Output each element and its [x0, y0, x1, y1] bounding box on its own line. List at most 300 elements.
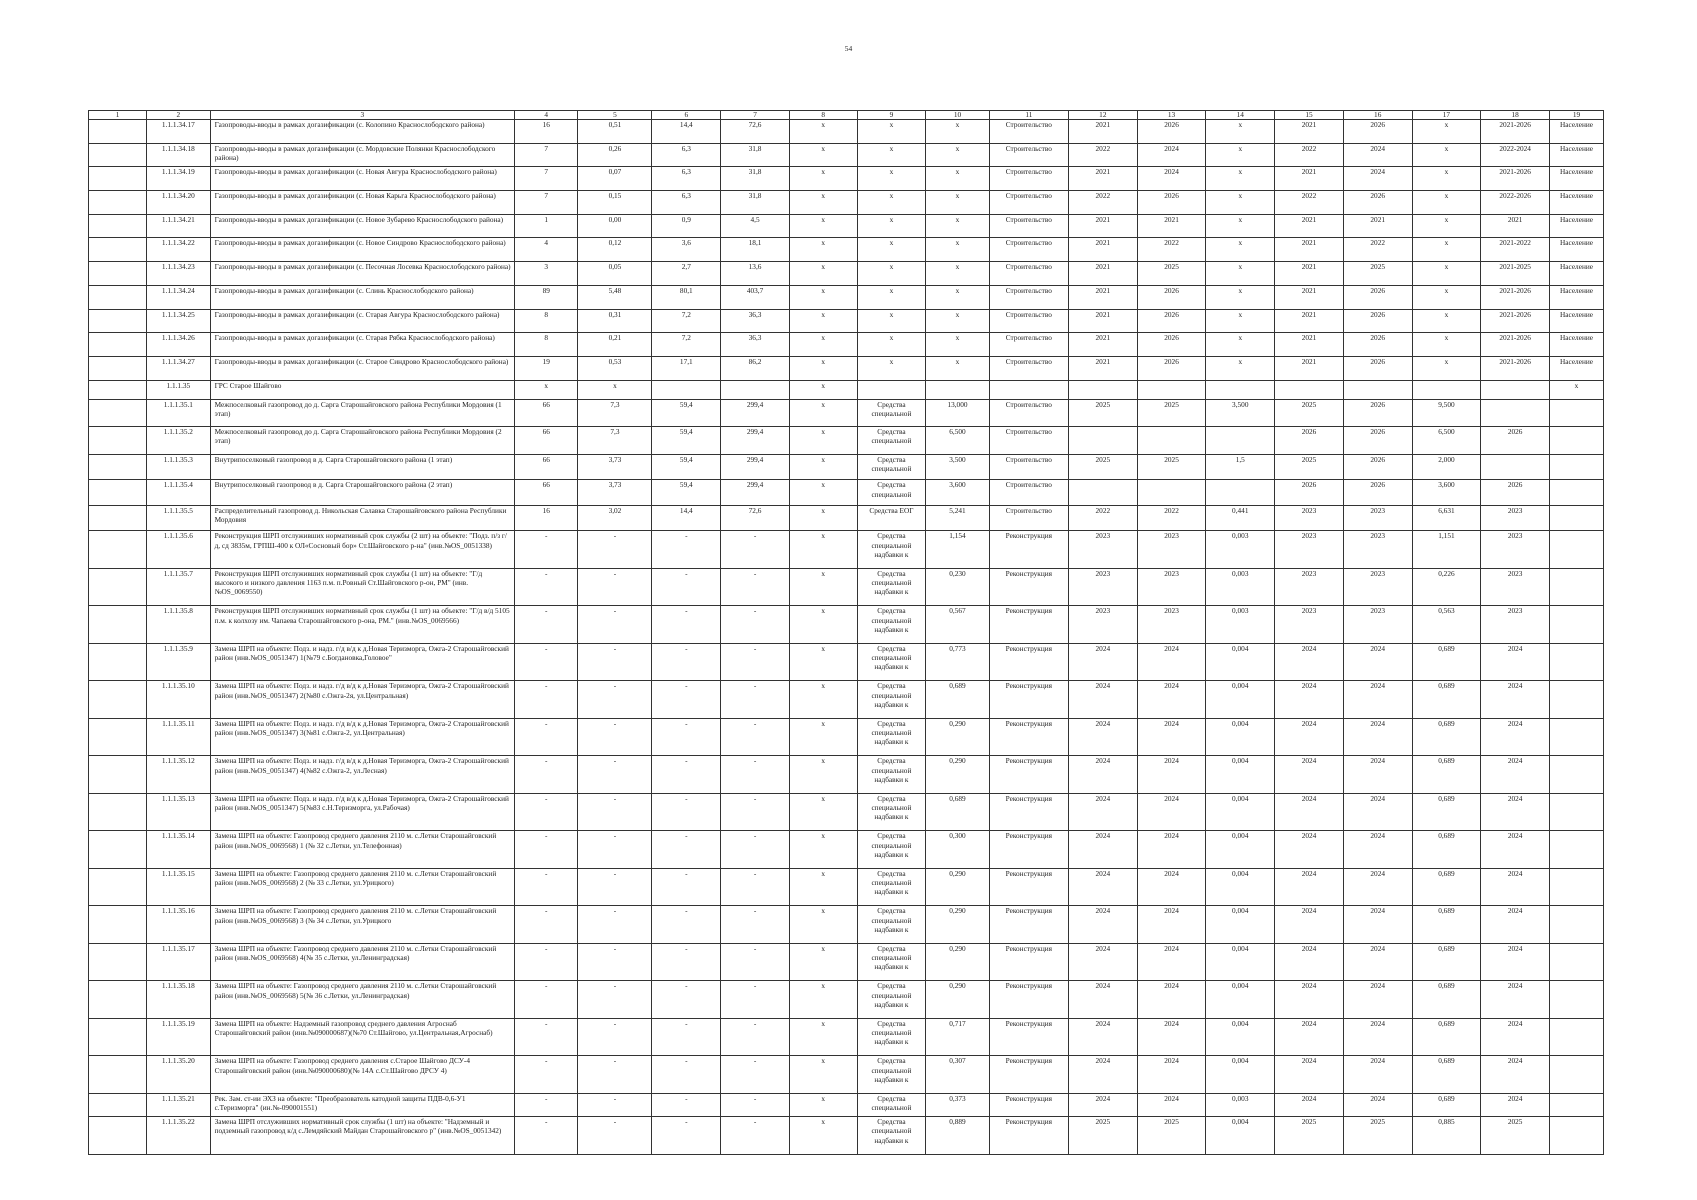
table-cell-col6: 2,7: [652, 262, 721, 286]
table-cell-col2: 1.1.1.35.5: [147, 505, 210, 531]
table-row: [89, 399, 1604, 427]
table-cell-col19: [1550, 1018, 1604, 1056]
table-cell-col17: 1,151: [1412, 531, 1481, 569]
table-cell-col10: 0,290: [926, 906, 989, 944]
table-cell-col6: -: [652, 868, 721, 906]
table-cell-col4: -: [515, 606, 578, 644]
table-row: [89, 1056, 1604, 1094]
table-cell-col11: Строительство: [989, 285, 1068, 309]
table-cell-col12: [1068, 427, 1137, 455]
table-cell-col1: [89, 1056, 147, 1094]
table-cell-col17: 0,689: [1412, 981, 1481, 1019]
table-cell-col4: 16: [515, 120, 578, 144]
table-cell-col14: [1206, 380, 1275, 399]
table-cell-col18: 2024: [1481, 906, 1550, 944]
table-cell-col8: х: [789, 1117, 857, 1155]
table-cell-col8: х: [789, 505, 857, 531]
table-cell-col16: 2023: [1343, 568, 1412, 606]
table-cell-col13: 2023: [1137, 531, 1206, 569]
table-cell-col15: 2023: [1275, 505, 1344, 531]
table-cell-col9: Средства специальной: [857, 454, 926, 480]
table-cell-col9: Средства специальной надбавки к: [857, 643, 926, 681]
table-cell-col5: 0,05: [578, 262, 652, 286]
table-cell-col6: 59,4: [652, 480, 721, 506]
table-cell-col8: х: [789, 943, 857, 981]
table-row: [89, 454, 1604, 480]
table-cell-col14: [1206, 480, 1275, 506]
table-cell-col19: [1550, 756, 1604, 794]
table-cell-col1: [89, 399, 147, 427]
table-cell-col15: 2021: [1275, 120, 1344, 144]
table-cell-col3: Замена ШРП отслуживших нормативный срок службы (1 шт) на объекте: "Надземный и подземный газопровод к/д с.Лемдяйский Майдан Старошайговского р" (инв.№OS_0051342): [210, 1117, 514, 1155]
table-cell-col19: Население: [1550, 143, 1604, 167]
table-cell-col6: 14,4: [652, 120, 721, 144]
table-cell-col15: 2021: [1275, 333, 1344, 357]
table-cell-col10: 1,154: [926, 531, 989, 569]
table-cell-col13: 2026: [1137, 333, 1206, 357]
column-header: 18: [1481, 111, 1550, 120]
table-cell-col14: 0,004: [1206, 1117, 1275, 1155]
table-cell-col18: 2021-2026: [1481, 356, 1550, 380]
table-cell-col16: 2024: [1343, 167, 1412, 191]
table-cell-col6: -: [652, 718, 721, 756]
table-cell-col10: 5,241: [926, 505, 989, 531]
table-cell-col2: 1.1.1.35.9: [147, 643, 210, 681]
table-cell-col19: [1550, 643, 1604, 681]
table-cell-col10: х: [926, 214, 989, 238]
table-cell-col18: 2024: [1481, 1056, 1550, 1094]
table-cell-col6: -: [652, 981, 721, 1019]
table-cell-col6: -: [652, 681, 721, 719]
table-cell-col7: 31,8: [721, 191, 790, 215]
table-cell-col15: 2024: [1275, 981, 1344, 1019]
table-cell-col1: [89, 643, 147, 681]
table-cell-col15: 2025: [1275, 1117, 1344, 1155]
table-cell-col4: -: [515, 1056, 578, 1094]
table-cell-col3: Газопроводы-вводы в рамках догазификации (с. Слинь Краснослободского района): [210, 285, 514, 309]
table-cell-col14: 0,004: [1206, 868, 1275, 906]
table-cell-col11: Строительство: [989, 333, 1068, 357]
table-cell-col9: Средства специальной надбавки к: [857, 531, 926, 569]
table-cell-col2: 1.1.1.34.26: [147, 333, 210, 357]
table-cell-col10: 0,290: [926, 718, 989, 756]
table-cell-col15: 2024: [1275, 831, 1344, 869]
table-cell-col18: 2024: [1481, 756, 1550, 794]
table-row: [89, 333, 1604, 357]
table-cell-col2: 1.1.1.35.7: [147, 568, 210, 606]
table-cell-col6: -: [652, 531, 721, 569]
table-cell-col12: 2023: [1068, 568, 1137, 606]
table-cell-col14: х: [1206, 120, 1275, 144]
table-cell-col6: [652, 380, 721, 399]
table-row: [89, 831, 1604, 869]
table-cell-col17: 6,631: [1412, 505, 1481, 531]
table-cell-col4: -: [515, 756, 578, 794]
table-cell-col3: Замена ШРП на объекте: Газопровод среднего давления 2110 м. с.Летки Старошайговский район (инв.№OS_0069568) 5(№ 36 с.Летки, ул.Ленинградская): [210, 981, 514, 1019]
table-cell-col17: 2,000: [1412, 454, 1481, 480]
table-cell-col16: 2024: [1343, 756, 1412, 794]
table-cell-col19: [1550, 606, 1604, 644]
table-cell-col12: 2025: [1068, 454, 1137, 480]
table-cell-col7: -: [721, 756, 790, 794]
table-row: [89, 167, 1604, 191]
table-cell-col6: -: [652, 943, 721, 981]
table-cell-col13: 2024: [1137, 868, 1206, 906]
data-table: [88, 110, 1604, 1155]
table-cell-col16: 2024: [1343, 868, 1412, 906]
table-row: [89, 380, 1604, 399]
table-cell-col19: Население: [1550, 191, 1604, 215]
table-cell-col19: [1550, 399, 1604, 427]
table-cell-col11: Реконструкция: [989, 1117, 1068, 1155]
table-row: [89, 285, 1604, 309]
table-cell-col7: -: [721, 531, 790, 569]
table-cell-col5: -: [578, 1056, 652, 1094]
table-cell-col14: 0,003: [1206, 568, 1275, 606]
table-cell-col13: [1137, 380, 1206, 399]
table-cell-col3: Газопроводы-вводы в рамках догазификации (с. Новое Зубарево Краснослободского района): [210, 214, 514, 238]
table-cell-col4: 8: [515, 333, 578, 357]
table-row: [89, 120, 1604, 144]
table-cell-col2: 1.1.1.35.14: [147, 831, 210, 869]
table-cell-col18: [1481, 399, 1550, 427]
table-cell-col2: 1.1.1.35.22: [147, 1117, 210, 1155]
table-row: [89, 191, 1604, 215]
table-cell-col8: х: [789, 214, 857, 238]
table-cell-col15: [1275, 380, 1344, 399]
table-cell-col14: х: [1206, 191, 1275, 215]
table-cell-col13: 2024: [1137, 167, 1206, 191]
table-cell-col1: [89, 981, 147, 1019]
table-cell-col6: -: [652, 568, 721, 606]
table-cell-col13: 2026: [1137, 191, 1206, 215]
table-cell-col8: х: [789, 356, 857, 380]
table-cell-col18: 2024: [1481, 1018, 1550, 1056]
table-cell-col19: Население: [1550, 120, 1604, 144]
table-cell-col17: 0,689: [1412, 718, 1481, 756]
table-cell-col11: Реконструкция: [989, 643, 1068, 681]
table-cell-col9: Средства специальной надбавки к: [857, 568, 926, 606]
table-cell-col7: -: [721, 1018, 790, 1056]
table-cell-col12: 2021: [1068, 167, 1137, 191]
table-cell-col5: 0,31: [578, 309, 652, 333]
table-cell-col10: 0,300: [926, 831, 989, 869]
table-cell-col12: 2024: [1068, 793, 1137, 831]
table-cell-col18: 2024: [1481, 681, 1550, 719]
table-cell-col11: Строительство: [989, 262, 1068, 286]
table-cell-col9: Средства ЕОГ: [857, 505, 926, 531]
table-cell-col6: 6,3: [652, 167, 721, 191]
column-header: 8: [789, 111, 857, 120]
table-cell-col15: 2024: [1275, 1018, 1344, 1056]
table-row: [89, 143, 1604, 167]
table-cell-col19: [1550, 454, 1604, 480]
table-cell-col5: 0,12: [578, 238, 652, 262]
table-cell-col7: -: [721, 1117, 790, 1155]
table-cell-col1: [89, 356, 147, 380]
table-cell-col16: 2024: [1343, 681, 1412, 719]
table-cell-col7: 72,6: [721, 505, 790, 531]
table-cell-col12: 2022: [1068, 143, 1137, 167]
table-cell-col13: 2026: [1137, 309, 1206, 333]
table-cell-col4: 8: [515, 309, 578, 333]
table-cell-col16: 2026: [1343, 427, 1412, 455]
table-row: [89, 309, 1604, 333]
table-cell-col17: х: [1412, 167, 1481, 191]
table-cell-col11: Реконструкция: [989, 756, 1068, 794]
table-cell-col9: Средства специальной надбавки к: [857, 981, 926, 1019]
table-cell-col9: Средства специальной: [857, 480, 926, 506]
table-cell-col6: -: [652, 1093, 721, 1116]
table-cell-col1: [89, 793, 147, 831]
table-cell-col8: х: [789, 167, 857, 191]
table-cell-col5: -: [578, 1093, 652, 1116]
table-cell-col19: [1550, 793, 1604, 831]
table-cell-col18: 2024: [1481, 981, 1550, 1019]
table-cell-col16: 2026: [1343, 191, 1412, 215]
table-cell-col3: Замена ШРП на объекте: Газопровод среднего давления с.Старое Шайгово ДСУ-4 Старошайговский район (инв.№090000680)(№ 14А с.Ст.Шайгово ДРСУ 4): [210, 1056, 514, 1094]
table-cell-col4: -: [515, 531, 578, 569]
table-cell-col15: 2021: [1275, 309, 1344, 333]
column-header: 1: [89, 111, 147, 120]
table-cell-col7: -: [721, 681, 790, 719]
table-cell-col16: 2026: [1343, 333, 1412, 357]
table-cell-col8: х: [789, 606, 857, 644]
table-cell-col19: [1550, 681, 1604, 719]
table-cell-col18: 2024: [1481, 943, 1550, 981]
table-cell-col4: 7: [515, 143, 578, 167]
table-cell-col3: Газопроводы-вводы в рамках догазификации (с. Старая Авгура Краснослободского района): [210, 309, 514, 333]
table-cell-col4: -: [515, 718, 578, 756]
table-cell-col16: 2023: [1343, 531, 1412, 569]
table-cell-col11: Реконструкция: [989, 981, 1068, 1019]
table-cell-col10: 3,600: [926, 480, 989, 506]
table-cell-col6: 6,3: [652, 143, 721, 167]
table-cell-col13: 2024: [1137, 643, 1206, 681]
table-cell-col4: 89: [515, 285, 578, 309]
table-cell-col13: 2024: [1137, 718, 1206, 756]
table-body: [89, 120, 1604, 1155]
table-cell-col13: 2025: [1137, 1117, 1206, 1155]
table-cell-col11: Реконструкция: [989, 606, 1068, 644]
table-cell-col14: 0,004: [1206, 681, 1275, 719]
table-cell-col15: 2021: [1275, 356, 1344, 380]
table-cell-col9: Средства специальной надбавки к: [857, 793, 926, 831]
table-cell-col17: 0,226: [1412, 568, 1481, 606]
table-cell-col9: х: [857, 214, 926, 238]
table-cell-col7: [721, 380, 790, 399]
table-cell-col8: х: [789, 981, 857, 1019]
table-cell-col10: х: [926, 120, 989, 144]
table-cell-col14: х: [1206, 356, 1275, 380]
table-cell-col2: 1.1.1.35.20: [147, 1056, 210, 1094]
table-cell-col13: 2024: [1137, 143, 1206, 167]
table-row: [89, 505, 1604, 531]
table-cell-col3: Замена ШРП на объекте: Подз. и надз. г/д в/д к д.Новая Теризморга, Ожга-2 Старошайговский район (инв.№OS_0051347) 3(№81 с.Ожга-2, ул.Центральная): [210, 718, 514, 756]
table-cell-col6: -: [652, 643, 721, 681]
table-cell-col19: [1550, 1117, 1604, 1155]
table-cell-col5: -: [578, 1117, 652, 1155]
table-cell-col10: 0,290: [926, 868, 989, 906]
table-cell-col8: х: [789, 906, 857, 944]
table-cell-col4: -: [515, 868, 578, 906]
table-cell-col10: 0,717: [926, 1018, 989, 1056]
table-cell-col10: 0,889: [926, 1117, 989, 1155]
table-cell-col13: 2022: [1137, 238, 1206, 262]
table-cell-col17: 0,689: [1412, 868, 1481, 906]
column-header: 3: [210, 111, 514, 120]
table-cell-col11: [989, 380, 1068, 399]
table-cell-col9: Средства специальной: [857, 399, 926, 427]
table-cell-col1: [89, 1093, 147, 1116]
table-cell-col4: 4: [515, 238, 578, 262]
table-cell-col14: 0,004: [1206, 981, 1275, 1019]
table-cell-col4: -: [515, 681, 578, 719]
table-cell-col11: Строительство: [989, 143, 1068, 167]
table-cell-col18: 2021-2026: [1481, 333, 1550, 357]
table-cell-col9: х: [857, 356, 926, 380]
table-cell-col18: 2024: [1481, 1093, 1550, 1116]
table-cell-col17: 0,689: [1412, 1018, 1481, 1056]
table-cell-col9: х: [857, 333, 926, 357]
table-cell-col3: Межпоселковый газопровод до д. Сарга Старошайговского района Республики Мордовия (1 этап): [210, 399, 514, 427]
table-row: [89, 643, 1604, 681]
table-cell-col7: 13,6: [721, 262, 790, 286]
table-cell-col16: 2026: [1343, 356, 1412, 380]
table-row: [89, 981, 1604, 1019]
table-row: [89, 718, 1604, 756]
table-cell-col18: 2024: [1481, 831, 1550, 869]
table-cell-col10: х: [926, 356, 989, 380]
table-cell-col1: [89, 756, 147, 794]
table-cell-col2: 1.1.1.34.20: [147, 191, 210, 215]
table-cell-col7: -: [721, 1093, 790, 1116]
table-cell-col4: -: [515, 981, 578, 1019]
table-cell-col9: х: [857, 309, 926, 333]
table-cell-col15: 2022: [1275, 191, 1344, 215]
table-cell-col5: -: [578, 531, 652, 569]
table-cell-col1: [89, 1018, 147, 1056]
table-cell-col5: -: [578, 981, 652, 1019]
table-cell-col11: Реконструкция: [989, 718, 1068, 756]
table-row: [89, 1117, 1604, 1155]
table-cell-col6: 80,1: [652, 285, 721, 309]
table-cell-col18: 2021-2022: [1481, 238, 1550, 262]
table-row: [89, 756, 1604, 794]
table-cell-col9: Средства специальной: [857, 1093, 926, 1116]
table-cell-col5: 0,15: [578, 191, 652, 215]
table-cell-col18: 2023: [1481, 606, 1550, 644]
table-cell-col11: Реконструкция: [989, 1018, 1068, 1056]
table-cell-col12: 2024: [1068, 756, 1137, 794]
table-row: [89, 943, 1604, 981]
table-cell-col3: Реконструкция ШРП отслуживших нормативный срок службы (1 шт) на объекте: "Г/д высокого и низкого давления 1163 п.м. п.Ровный Ст.Шайговского р-он, РМ" (инв.№OS_0069550): [210, 568, 514, 606]
table-cell-col17: 0,563: [1412, 606, 1481, 644]
table-cell-col16: 2023: [1343, 505, 1412, 531]
table-row: [89, 262, 1604, 286]
table-cell-col3: Реконструкция ШРП отслуживших нормативный срок службы (1 шт) на объекте: "Г/д в/д 5105 п.м. к колхозу им. Чапаева Старошайговского р-она, РМ." (инв.№OS_0069566): [210, 606, 514, 644]
table-cell-col3: Замена ШРП на объекте: Подз. и надз. г/д в/д к д.Новая Теризморга, Ожга-2 Старошайговский район (инв.№OS_0051347) 2(№80 с.Ожга-2я, ул.Центральная): [210, 681, 514, 719]
table-cell-col5: -: [578, 568, 652, 606]
table-cell-col6: 14,4: [652, 505, 721, 531]
table-cell-col3: Газопроводы-вводы в рамках догазификации (с. Новая Карьга Краснослободского района): [210, 191, 514, 215]
table-cell-col13: 2024: [1137, 793, 1206, 831]
table-cell-col13: 2021: [1137, 214, 1206, 238]
table-cell-col18: 2025: [1481, 1117, 1550, 1155]
table-cell-col8: х: [789, 643, 857, 681]
table-cell-col4: -: [515, 568, 578, 606]
table-cell-col13: 2025: [1137, 454, 1206, 480]
table-cell-col11: Строительство: [989, 309, 1068, 333]
table-cell-col3: Распределительный газопровод д. Никольская Салавка Старошайговского района Республики Мордовия: [210, 505, 514, 531]
table-cell-col13: 2023: [1137, 606, 1206, 644]
table-cell-col14: х: [1206, 214, 1275, 238]
table-cell-col3: Замена ШРП на объекте: Газопровод среднего давления 2110 м. с.Летки Старошайговский район (инв.№OS_0069568) 1 (№ 32 с.Летки, ул.Телефонная): [210, 831, 514, 869]
table-cell-col19: Население: [1550, 167, 1604, 191]
table-cell-col2: 1.1.1.35.15: [147, 868, 210, 906]
table-cell-col3: Газопроводы-вводы в рамках догазификации (с. Колопино Краснослободского района): [210, 120, 514, 144]
table-cell-col6: 7,2: [652, 309, 721, 333]
table-cell-col15: 2021: [1275, 262, 1344, 286]
table-cell-col10: [926, 380, 989, 399]
table-cell-col2: 1.1.1.35.1: [147, 399, 210, 427]
table-cell-col3: Газопроводы-вводы в рамках догазификации (с. Новая Авгура Краснослободского района): [210, 167, 514, 191]
table-cell-col10: 3,500: [926, 454, 989, 480]
table-cell-col5: 0,00: [578, 214, 652, 238]
table-cell-col7: -: [721, 1056, 790, 1094]
table-cell-col17: 0,689: [1412, 793, 1481, 831]
table-cell-col7: -: [721, 643, 790, 681]
table-cell-col1: [89, 380, 147, 399]
table-cell-col5: -: [578, 831, 652, 869]
table-cell-col12: 2021: [1068, 309, 1137, 333]
table-cell-col18: 2026: [1481, 427, 1550, 455]
table-cell-col1: [89, 505, 147, 531]
table-cell-col8: х: [789, 1093, 857, 1116]
column-header: 2: [147, 111, 210, 120]
table-cell-col7: 31,8: [721, 167, 790, 191]
table-cell-col11: Строительство: [989, 427, 1068, 455]
table-cell-col7: 403,7: [721, 285, 790, 309]
table-cell-col6: 59,4: [652, 427, 721, 455]
table-cell-col12: 2024: [1068, 943, 1137, 981]
table-cell-col8: х: [789, 399, 857, 427]
table-cell-col13: 2024: [1137, 1018, 1206, 1056]
table-cell-col8: х: [789, 333, 857, 357]
table-cell-col3: Замена ШРП на объекте: Газопровод среднего давления 2110 м. с.Летки Старошайговский район (инв.№OS_0069568) 4(№ 35 с.Летки, ул.Ленинградская): [210, 943, 514, 981]
table-cell-col14: х: [1206, 309, 1275, 333]
table-cell-col8: х: [789, 454, 857, 480]
table-cell-col10: 0,689: [926, 681, 989, 719]
table-cell-col16: 2024: [1343, 1093, 1412, 1116]
table-cell-col7: 72,6: [721, 120, 790, 144]
table-row: [89, 606, 1604, 644]
table-cell-col15: 2024: [1275, 718, 1344, 756]
table-cell-col10: 0,689: [926, 793, 989, 831]
table-cell-col1: [89, 238, 147, 262]
table-cell-col17: 6,500: [1412, 427, 1481, 455]
table-cell-col19: Население: [1550, 262, 1604, 286]
table-cell-col8: х: [789, 285, 857, 309]
table-cell-col7: -: [721, 606, 790, 644]
table-cell-col3: Газопроводы-вводы в рамках догазификации (с. Старое Синдрово Краснослободского района): [210, 356, 514, 380]
table-cell-col4: -: [515, 1093, 578, 1116]
table-cell-col5: -: [578, 606, 652, 644]
column-header: 13: [1137, 111, 1206, 120]
table-cell-col1: [89, 333, 147, 357]
table-cell-col7: -: [721, 981, 790, 1019]
table-cell-col1: [89, 681, 147, 719]
